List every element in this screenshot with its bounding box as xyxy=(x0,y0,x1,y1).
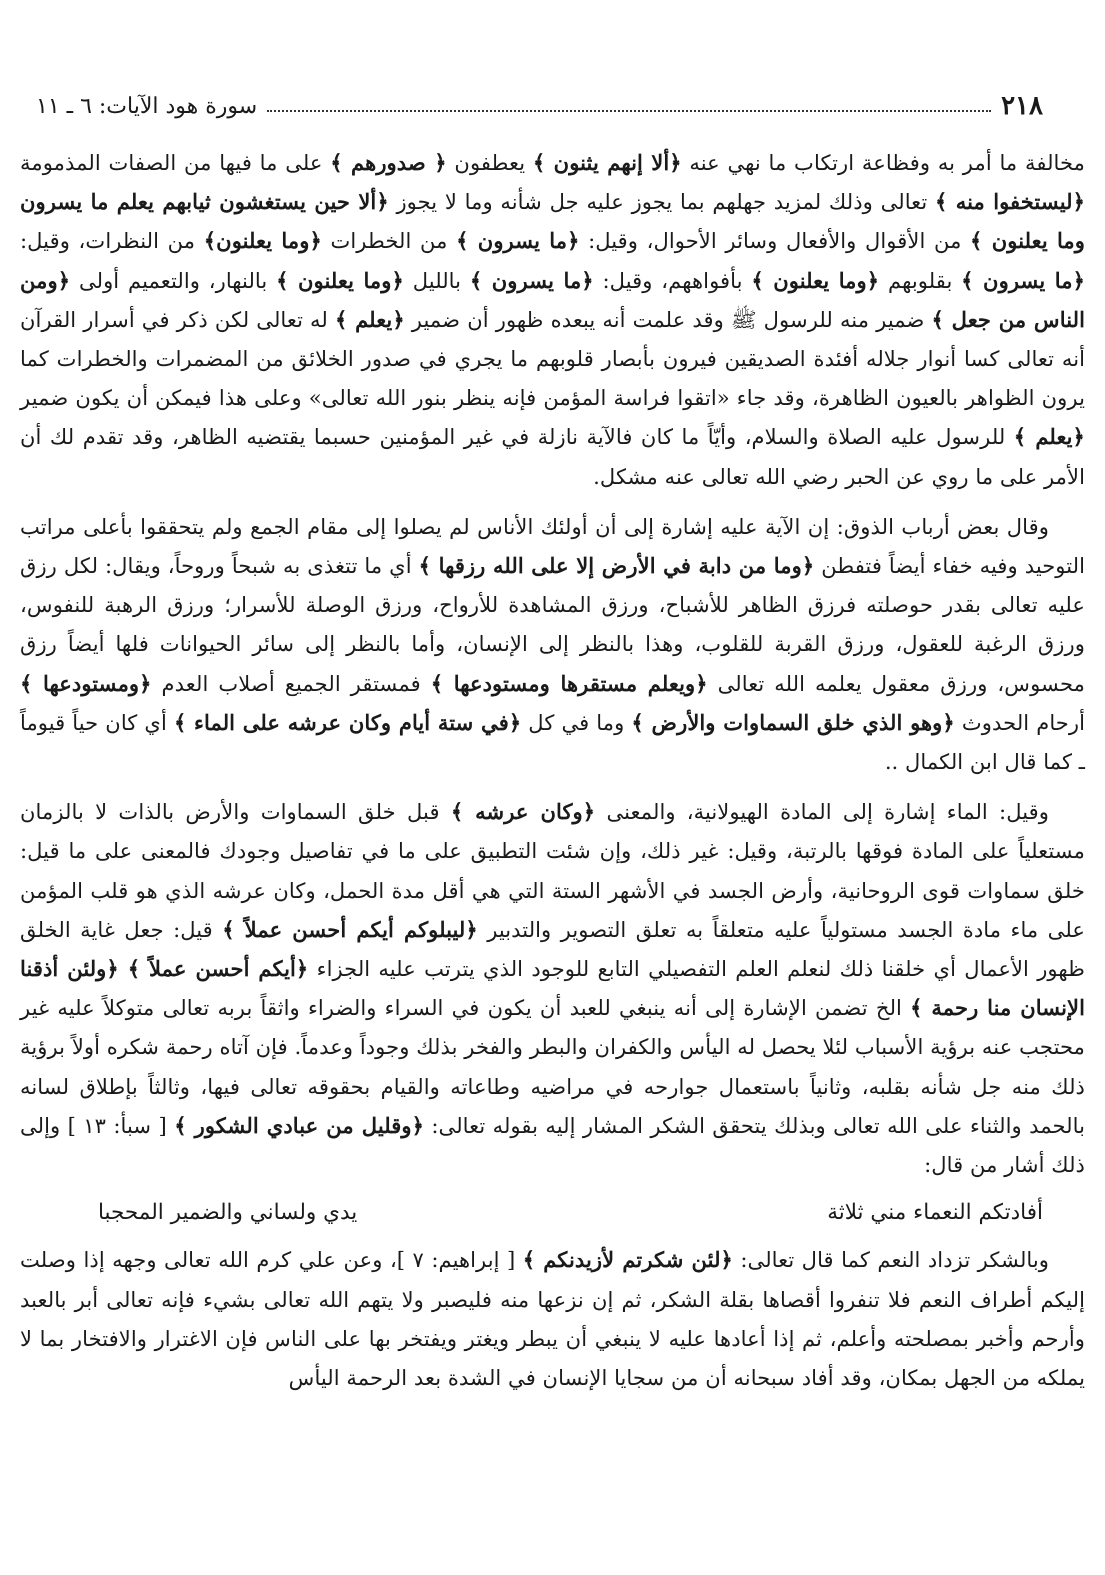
paragraph xyxy=(20,1240,1085,1397)
text-run: من الأقوال والأفعال وسائر الأحوال، وقيل: xyxy=(579,228,971,254)
quran-quote: ﴿ صدورهم ﴾ xyxy=(330,150,447,175)
text-run: قيل: جعل غاية الخلق ظهور الأعمال أي خلقنا ذلك لنعلم العلم التفصيلي التابع للوجود الذي يترتب عليه الجزاء xyxy=(20,916,1086,982)
surah-reference: سورة هود الآيات: ٦ ـ ١١ xyxy=(36,93,258,119)
text-run: أي كان حياً قيوماً ـ كما قال ابن الكمال .. xyxy=(20,709,1085,775)
text-run: للرسول عليه الصلاة والسلام، وأيّاً ما كان فالآية نازلة في غير المؤمنين حسبما يقتضيه الظاهر، وقد تقدم لك أن الأمر على ما روي عن الحبر رضي الله تعالى عنه مشكل. xyxy=(20,424,1085,489)
text-run: [ سبأ: ١٣ ] وإلى ذلك أشار من قال: xyxy=(20,1112,1085,1178)
text-run: وبالشكر تزداد النعم كما قال تعالى: xyxy=(732,1247,1049,1273)
text-run: الخ تضمن الإشارة إلى أنه ينبغي للعبد أن يكون في السراء والضراء واثقاً بربه تعالى متوكلاً عليه غير محتجب عنه برؤية الأسباب لئلا يحصل له اليأس والكفران والبطر والفخر بذلك وجوداً وعدماً. فإن آتاه رحمة شكره أولاً برؤية ذلك منه جل شأنه بقلبه، وثانياً باستعمال جوارحه في مراضيه وطاعاته والقيام بحقوقه تعالى فيها، وثالثاً بإطلاق لسانه بالحمد والثناء على الله تعالى وبذلك يتحقق الشكر المشار إليه بقوله تعالى: xyxy=(20,995,1085,1138)
text-run: تعالى وذلك لمزيد جهلهم بما يجوز عليه جل شأنه وما لا يجوز xyxy=(388,189,935,215)
text-run: بالنهار، والتعميم أولى xyxy=(70,267,277,293)
poetry-verse xyxy=(20,1193,1085,1232)
text-run: أرحام الحدوث xyxy=(954,709,1086,735)
quran-quote: ﴿أيكم أحسن عملاً ﴾ ﴿ولئن أذقنا الإنسان منا رحمة ﴾ xyxy=(20,956,1086,1021)
quran-quote: ﴿ما يسرون ﴾ xyxy=(469,267,594,293)
text-run: على ما فيها من الصفات المذمومة xyxy=(20,150,331,175)
quran-quote: ﴿وهو الذي خلق السماوات والأرض ﴾ xyxy=(631,709,955,735)
text-run: [ إبراهيم: ٧ ]، وعن علي كرم الله تعالى وجهه إذا وصلت إليكم أطراف النعم فلا تنفروا أقصاها بقلة الشكر، ثم إن نزعها منه فليصبر ولا يتهم الله تعالى بشيء فإنه تعالى أبر بالعبد وأرحم وأخبر بمصلحته وأعلم، ثم إذا أعادها عليه لا ينبغي أن يبطر ويغتر ويفتخر بها على الناس فإن الاغترار والافتخار بما لا يملكه من الجهل بمكان، وقد أفاد سبحانه أن من سجايا الإنسان في الشدة بعد الرحمة اليأس xyxy=(20,1247,1085,1391)
text-run: قبل خلق السماوات والأرض بالذات لا بالزمان مستعلياً على المادة فوقها بالرتبة، وقيل: غير ذلك، وإن شئت التطبيق على ما في تفاصيل وجودك فالمعنى على ما قيل: خلق سماوات قوى الروحانية، وأرض الجسد في الأشهر الستة التي هي أقل مدة الحمل، وكان عرشه الذي هو قلب المؤمن على ماء مادة الجسد مستولياً عليه متعلقاً به تعلق التصوير والتدبير xyxy=(20,799,1085,942)
quran-quote: ﴿ألا حين يستغشون ثيابهم يعلم ما يسرون وما يعلنون ﴾ xyxy=(20,189,1086,254)
quran-quote: ﴿ويعلم مستقرها ومستودعها ﴾ xyxy=(430,670,708,696)
text-run: له تعالى لكن ذكر في أسرار القرآن أنه تعالى كسا أنوار جلاله أفئدة الصديقين فيرون بأبصار قلوبهم ما يجري في صدور الخلائق من المضمرات والخطرات كما يرون الظواهر بالعيون الظاهرة، وقد جاء «اتقوا فراسة المؤمن فإنه ينظر بنور الله تعالى» وعلى هذا فيمكن أن يكون ضمير xyxy=(20,306,1085,411)
text-run: بقلوبهم xyxy=(879,267,962,293)
text-run: من النظرات، وقيل: xyxy=(20,228,204,254)
text-run: بأفواههم، وقيل: xyxy=(593,267,752,293)
quran-quote: ﴿وكان عرشه ﴾ xyxy=(450,799,596,825)
quran-quote: ﴿وما يعلنون ﴾ xyxy=(751,267,880,293)
text-run: يعطفون xyxy=(446,150,533,175)
text-run: وما في كل xyxy=(521,709,632,735)
text-run: بالليل xyxy=(403,267,470,293)
text-run: من الخطرات xyxy=(321,228,457,254)
text-run: فمستقر الجميع أصلاب العدم xyxy=(151,670,431,696)
quran-quote: ﴿ومن الناس من جعل ﴾ xyxy=(20,267,1085,332)
quran-quote: ﴿يعلم ﴾ xyxy=(1013,424,1085,450)
paragraph xyxy=(20,507,1085,781)
running-head xyxy=(36,86,1043,126)
quran-quote: ﴿يعلم ﴾ xyxy=(334,306,405,332)
quran-quote: ﴿ليبلوكم أيكم أحسن عملاً ﴾ xyxy=(222,916,478,942)
verse-first-hemistich: أفادتكم النعماء مني ثلاثة xyxy=(827,1200,1043,1226)
quran-quote: ﴿ما يسرون ﴾ xyxy=(456,228,580,254)
quran-quote: ﴿ألا إنهم يثنون ﴾ xyxy=(532,150,682,175)
quran-quote: ﴿لئن شكرتم لأزيدنكم ﴾ xyxy=(522,1247,733,1273)
paragraph xyxy=(20,792,1085,1184)
text-run: أي ما تتغذى به شبحاً وروحاً، ويقال: لكل رزق عليه تعالى بقدر حوصلته فرزق الظاهر للأشباح، ورزق المشاهدة للأرواح، ورزق الوصلة للأسرار؛ ورزق الرهبة للنفوس، ورزق الرغبة للعقول، ورزق القربة للقلوب، وهذا بالنظر إلى الإنسان، وأما بالنظر إلى سائر الحيوانات فلها أيضاً رزق محسوس، ورزق معقول يعلمه الله تعالى xyxy=(20,553,1085,696)
verse-second-hemistich: يدي ولساني والضمير المحجبا xyxy=(98,1200,358,1226)
quran-quote: ﴿ما يسرون ﴾ xyxy=(961,267,1086,293)
text-run: مخالفة ما أمر به وفظاعة ارتكاب ما نهي عنه xyxy=(681,150,1085,175)
text-run: وقيل: الماء إشارة إلى المادة الهيولانية، والمعنى xyxy=(595,799,1049,825)
quran-quote: ﴿ومستودعها ﴾ xyxy=(20,670,152,696)
page-body xyxy=(20,143,1085,1397)
quran-quote: ﴿وقليل من عبادي الشكور ﴾ xyxy=(174,1112,425,1138)
text-run: وقال بعض أرباب الذوق: إن الآية عليه إشارة إلى أن أولئك الأناس لم يصلوا إلى مقام الجمع ولم يتحققوا بأعلى مراتب التوحيد وفيه خفاء أيضاً فتفطن xyxy=(20,513,1085,579)
quran-quote: ﴿وما يعلنون﴾ xyxy=(203,228,322,254)
quran-quote: ﴿ليستخفوا منه ﴾ xyxy=(934,189,1085,215)
leader-dots xyxy=(267,110,991,112)
text-run: ضمير منه للرسول ﷺ وقد علمت أنه يبعده ظهور أن ضمير xyxy=(404,306,932,332)
quran-quote: ﴿في ستة أيام وكان عرشه على الماء ﴾ xyxy=(173,709,522,735)
page-number: ٢١٨ xyxy=(1001,91,1043,121)
paragraph xyxy=(20,143,1085,496)
quran-quote: ﴿وما من دابة في الأرض إلا على الله رزقها ﴾ xyxy=(418,553,815,579)
quran-quote: ﴿وما يعلنون ﴾ xyxy=(276,267,404,293)
